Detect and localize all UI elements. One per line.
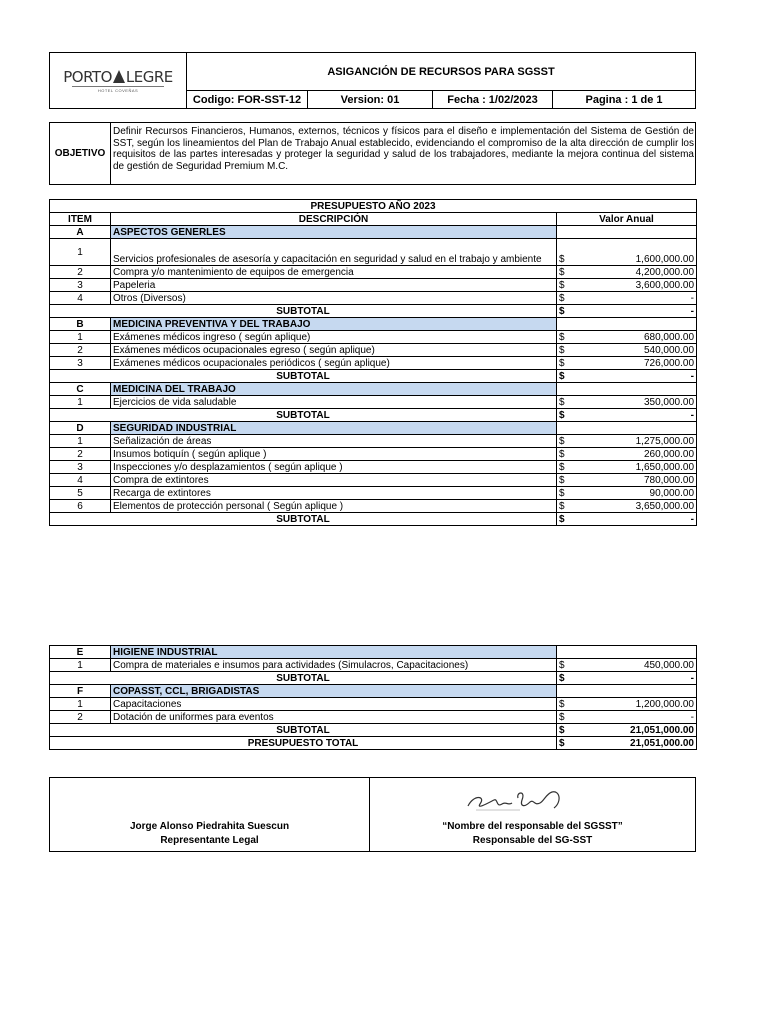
amount-value: - bbox=[690, 410, 695, 421]
table-row bbox=[50, 357, 697, 370]
section-code: E bbox=[50, 646, 111, 659]
section-code: A bbox=[50, 226, 111, 239]
subtotal-label: SUBTOTAL bbox=[50, 370, 557, 383]
amount-value: 350,000.00 bbox=[643, 397, 695, 408]
item-annual-value bbox=[557, 331, 697, 344]
section-value-empty bbox=[557, 685, 697, 698]
amount-value: - bbox=[690, 514, 695, 525]
item-annual-value bbox=[557, 396, 697, 409]
item-number: 2 bbox=[50, 711, 111, 724]
section-header-row bbox=[50, 646, 697, 659]
currency-symbol: $ bbox=[559, 449, 565, 460]
currency-symbol: $ bbox=[559, 397, 565, 408]
subtotal-value bbox=[557, 724, 697, 737]
section-header-row bbox=[50, 318, 697, 331]
table-row bbox=[50, 331, 697, 344]
signature-block bbox=[49, 777, 696, 852]
section-header-row bbox=[50, 685, 697, 698]
amount-value: - bbox=[690, 673, 694, 684]
section-header-row bbox=[50, 422, 697, 435]
item-description: Compra de materiales e insumos para actividades (Simulacros, Capacitaciones) bbox=[111, 659, 557, 672]
section-value-empty bbox=[557, 383, 697, 396]
table-row bbox=[50, 239, 697, 266]
item-annual-value bbox=[557, 279, 697, 292]
item-number: 1 bbox=[50, 396, 111, 409]
item-annual-value bbox=[557, 266, 697, 279]
budget-title-row bbox=[50, 200, 697, 213]
document-page: Pagina : 1 de 1 bbox=[585, 93, 663, 106]
item-annual-value bbox=[557, 474, 697, 487]
amount-value: 540,000.00 bbox=[643, 345, 695, 356]
subtotal-label: SUBTOTAL bbox=[50, 513, 557, 526]
item-number: 1 bbox=[50, 331, 111, 344]
item-annual-value bbox=[557, 500, 697, 513]
section-name: MEDICINA DEL TRABAJO bbox=[111, 383, 557, 396]
table-row bbox=[50, 474, 697, 487]
column-header-description: DESCRIPCIÓN bbox=[111, 213, 557, 226]
amount-value: 780,000.00 bbox=[643, 475, 695, 486]
table-row bbox=[50, 448, 697, 461]
logo-text-right: LEGRE bbox=[125, 67, 173, 86]
subtotal-row bbox=[50, 724, 697, 737]
total-value bbox=[557, 737, 697, 750]
table-row bbox=[50, 279, 697, 292]
section-name: SEGURIDAD INDUSTRIAL bbox=[111, 422, 557, 435]
table-row bbox=[50, 487, 697, 500]
amount-value: - bbox=[690, 371, 695, 382]
subtotal-row bbox=[50, 513, 697, 526]
section-code: D bbox=[50, 422, 111, 435]
budget-table-main bbox=[49, 199, 697, 526]
section-code: C bbox=[50, 383, 111, 396]
table-row bbox=[50, 711, 697, 724]
objective-label: OBJETIVO bbox=[50, 123, 111, 184]
legal-rep-role: Representante Legal bbox=[160, 835, 259, 846]
item-annual-value bbox=[557, 698, 697, 711]
currency-symbol: $ bbox=[559, 267, 565, 278]
amount-value: - bbox=[690, 306, 695, 317]
item-description: Inspecciones y/o desplazamientos ( según aplique ) bbox=[111, 461, 557, 474]
subtotal-label: SUBTOTAL bbox=[50, 305, 557, 318]
table-row bbox=[50, 396, 697, 409]
currency-symbol: $ bbox=[559, 254, 565, 265]
section-header-row bbox=[50, 383, 697, 396]
amount-value: - bbox=[690, 712, 694, 723]
item-number: 2 bbox=[50, 266, 111, 279]
legal-rep-name: Jorge Alonso Piedrahita Suescun bbox=[129, 821, 290, 832]
subtotal-value bbox=[557, 672, 697, 685]
item-number: 1 bbox=[50, 659, 111, 672]
item-number: 3 bbox=[50, 279, 111, 292]
item-number: 3 bbox=[50, 461, 111, 474]
column-header-row bbox=[50, 213, 697, 226]
logo-subtext: HOTEL COVEÑAS bbox=[97, 87, 139, 93]
total-label: PRESUPUESTO TOTAL bbox=[50, 737, 557, 750]
signature-legal-rep bbox=[50, 778, 370, 851]
objective-block bbox=[49, 122, 696, 185]
subtotal-row bbox=[50, 409, 697, 422]
document-date: Fecha : 1/02/2023 bbox=[433, 91, 553, 108]
section-header-row bbox=[50, 226, 697, 239]
amount-value: 1,200,000.00 bbox=[635, 699, 694, 710]
item-number: 3 bbox=[50, 357, 111, 370]
subtotal-row bbox=[50, 305, 697, 318]
item-annual-value bbox=[557, 344, 697, 357]
subtotal-value bbox=[557, 513, 697, 526]
item-annual-value bbox=[557, 239, 697, 266]
currency-symbol: $ bbox=[559, 660, 565, 671]
amount-value: 4,200,000.00 bbox=[635, 267, 695, 278]
amount-value: 90,000.00 bbox=[649, 488, 695, 499]
currency-symbol: $ bbox=[559, 501, 565, 512]
item-description: Ejercicios de vida saludable bbox=[111, 396, 557, 409]
table-row bbox=[50, 435, 697, 448]
document-title: ASIGANCIÓN DE RECURSOS PARA SGSST bbox=[187, 53, 695, 91]
section-name: MEDICINA PREVENTIVA Y DEL TRABAJO bbox=[111, 318, 557, 331]
table-row bbox=[50, 461, 697, 474]
item-description: Insumos botiquín ( según aplique ) bbox=[111, 448, 557, 461]
table-row bbox=[50, 698, 697, 711]
currency-symbol: $ bbox=[559, 738, 565, 749]
currency-symbol: $ bbox=[559, 371, 565, 382]
document-code: Codigo: FOR-SST-12 bbox=[187, 91, 308, 108]
currency-symbol: $ bbox=[559, 345, 565, 356]
document-meta bbox=[187, 91, 695, 108]
item-annual-value bbox=[557, 435, 697, 448]
company-logo bbox=[50, 53, 187, 108]
column-header-item: ITEM bbox=[50, 213, 111, 226]
total-row bbox=[50, 737, 697, 750]
amount-value: 3,650,000.00 bbox=[635, 501, 695, 512]
item-number: 5 bbox=[50, 487, 111, 500]
item-description: Compra y/o mantenimiento de equipos de emergencia bbox=[111, 266, 557, 279]
currency-symbol: $ bbox=[559, 436, 565, 447]
item-number: 1 bbox=[50, 239, 111, 266]
amount-value: 21,051,000.00 bbox=[630, 738, 694, 749]
table-row bbox=[50, 344, 697, 357]
item-number: 1 bbox=[50, 435, 111, 448]
item-description: Exámenes médicos ocupacionales egreso ( según aplique) bbox=[111, 344, 557, 357]
section-value-empty bbox=[557, 318, 697, 331]
currency-symbol: $ bbox=[559, 673, 565, 684]
item-description: Elementos de protección personal ( Según aplique ) bbox=[111, 500, 557, 513]
section-value-empty bbox=[557, 646, 697, 659]
logo-sail-icon bbox=[113, 70, 125, 83]
currency-symbol: $ bbox=[559, 410, 565, 421]
amount-value: - bbox=[690, 293, 695, 304]
item-description: Compra de extintores bbox=[111, 474, 557, 487]
section-value-empty bbox=[557, 226, 697, 239]
item-annual-value bbox=[557, 448, 697, 461]
subtotal-value bbox=[557, 370, 697, 383]
amount-value: 1,650,000.00 bbox=[635, 462, 695, 473]
table-row bbox=[50, 266, 697, 279]
currency-symbol: $ bbox=[559, 332, 565, 343]
amount-value: 3,600,000.00 bbox=[635, 280, 695, 291]
currency-symbol: $ bbox=[559, 280, 565, 291]
currency-symbol: $ bbox=[559, 699, 565, 710]
currency-symbol: $ bbox=[559, 488, 565, 499]
item-description: Servicios profesionales de asesoría y capacitación en seguridad y salud en el trabajo y ambiente bbox=[111, 239, 557, 266]
subtotal-value bbox=[557, 305, 697, 318]
section-code: F bbox=[50, 685, 111, 698]
item-description: Dotación de uniformes para eventos bbox=[111, 711, 557, 724]
amount-value: 1,275,000.00 bbox=[635, 436, 695, 447]
amount-value: 450,000.00 bbox=[643, 660, 694, 671]
sgsst-responsible-role: Responsable del SG-SST bbox=[472, 835, 593, 846]
item-number: 1 bbox=[50, 698, 111, 711]
subtotal-value bbox=[557, 409, 697, 422]
currency-symbol: $ bbox=[559, 514, 565, 525]
item-annual-value bbox=[557, 487, 697, 500]
currency-symbol: $ bbox=[559, 462, 565, 473]
section-name: ASPECTOS GENERLES bbox=[111, 226, 557, 239]
item-annual-value bbox=[557, 711, 697, 724]
item-annual-value bbox=[557, 292, 697, 305]
table-row bbox=[50, 500, 697, 513]
item-number: 4 bbox=[50, 474, 111, 487]
currency-symbol: $ bbox=[559, 306, 565, 317]
amount-value: 21,051,000.00 bbox=[630, 725, 694, 736]
column-header-value: Valor Anual bbox=[557, 213, 697, 226]
table-row bbox=[50, 659, 697, 672]
handwritten-signature-icon bbox=[460, 784, 580, 816]
subtotal-label: SUBTOTAL bbox=[50, 672, 557, 685]
item-number: 6 bbox=[50, 500, 111, 513]
document-version: Version: 01 bbox=[308, 91, 433, 108]
budget-title: PRESUPUESTO AÑO 2023 bbox=[50, 200, 697, 213]
currency-symbol: $ bbox=[559, 725, 565, 736]
subtotal-row bbox=[50, 370, 697, 383]
item-description: Exámenes médicos ocupacionales periódicos ( según aplique) bbox=[111, 357, 557, 370]
signature-sgsst-responsible bbox=[370, 778, 695, 851]
currency-symbol: $ bbox=[559, 293, 565, 304]
table-row bbox=[50, 292, 697, 305]
amount-value: 1,600,000.00 bbox=[635, 254, 695, 265]
section-name: COPASST, CCL, BRIGADISTAS bbox=[111, 685, 557, 698]
document-header bbox=[49, 52, 696, 109]
item-annual-value bbox=[557, 461, 697, 474]
subtotal-row bbox=[50, 672, 697, 685]
amount-value: 726,000.00 bbox=[643, 358, 695, 369]
section-name: HIGIENE INDUSTRIAL bbox=[111, 646, 557, 659]
item-annual-value bbox=[557, 659, 697, 672]
sgsst-responsible-name: “Nombre del responsable del SGSST” bbox=[442, 821, 623, 832]
item-description: Capacitaciones bbox=[111, 698, 557, 711]
currency-symbol: $ bbox=[559, 475, 565, 486]
logo-text-left: PORTO bbox=[63, 67, 112, 86]
section-code: B bbox=[50, 318, 111, 331]
subtotal-label: SUBTOTAL bbox=[50, 724, 557, 737]
objective-text: Definir Recursos Financieros, Humanos, externos, técnicos y físicos para el diseño e implementación del Sistema de Gestión de SST, según los lineamientos del Plan de Trabajo Anual establecido, evidenciando el compromiso de la alta dirección de cumplir los requisitos de las partes interesadas y proteger la seguridad y salud de los trabajadores, mediante la mejora continua del sistema de gestión de Seguridad Premium M.C. bbox=[113, 126, 694, 172]
item-description: Señalización de áreas bbox=[111, 435, 557, 448]
item-description: Papeleria bbox=[111, 279, 557, 292]
budget-table-continued bbox=[49, 645, 697, 750]
item-annual-value bbox=[557, 357, 697, 370]
amount-value: 260,000.00 bbox=[643, 449, 695, 460]
item-description: Recarga de extintores bbox=[111, 487, 557, 500]
amount-value: 680,000.00 bbox=[643, 332, 695, 343]
currency-symbol: $ bbox=[559, 712, 565, 723]
item-number: 2 bbox=[50, 448, 111, 461]
section-value-empty bbox=[557, 422, 697, 435]
item-description: Exámenes médicos ingreso ( según aplique) bbox=[111, 331, 557, 344]
currency-symbol: $ bbox=[559, 358, 565, 369]
item-number: 4 bbox=[50, 292, 111, 305]
subtotal-label: SUBTOTAL bbox=[50, 409, 557, 422]
item-number: 2 bbox=[50, 344, 111, 357]
item-description: Otros (Diversos) bbox=[111, 292, 557, 305]
